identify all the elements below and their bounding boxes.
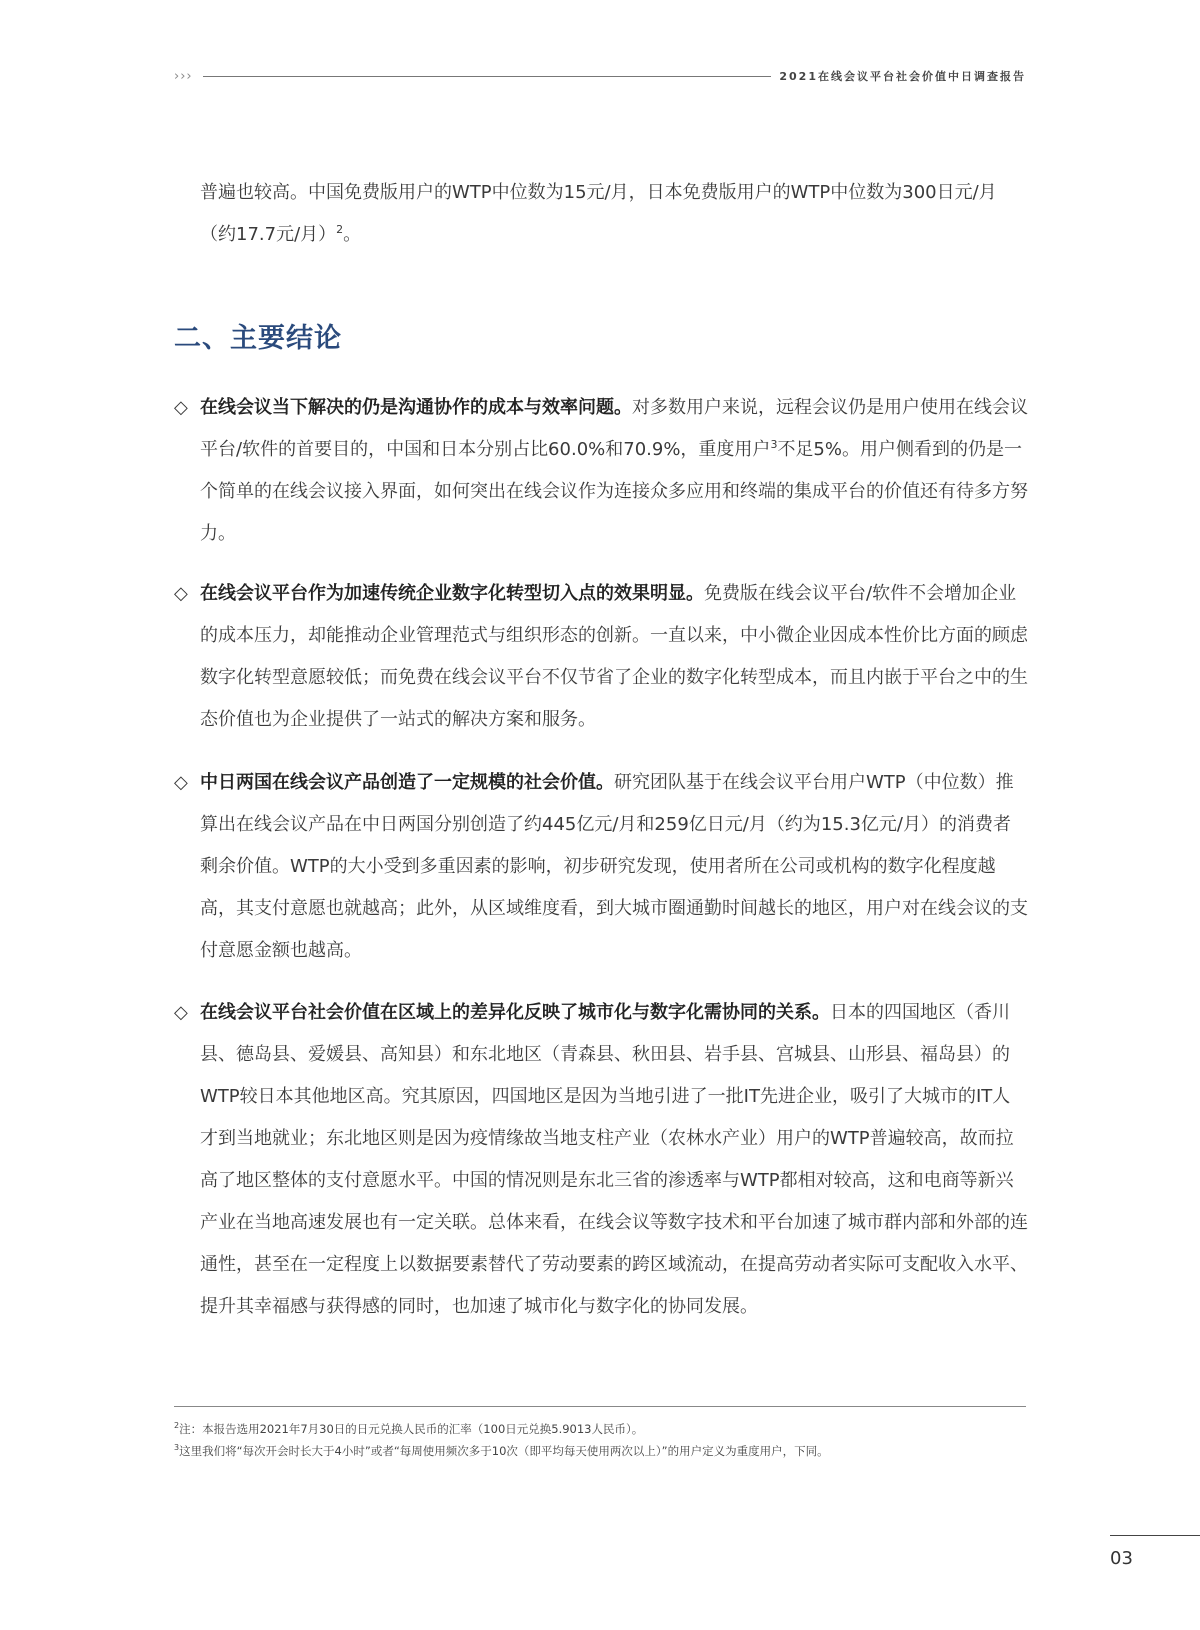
- intro-tail: 。: [343, 224, 362, 245]
- item-body: 免费版在线会议平台/软件不会增加企业的成本压力，却能推动企业管理范式与组织形态的创新。一直以来，中小微企业因成本性价比方面的顾虑数字化转型意愿较低；而免费在线会议平台不仅节省了企业的数字化转型成本，而且内嵌于平台之中的生态价值也为企业提供了一站式的解决方案和服务。: [200, 583, 1028, 730]
- item-lead: 在线会议当下解决的仍是沟通协作的成本与效率问题。: [200, 397, 632, 418]
- item-body: 研究团队基于在线会议平台用户WTP（中位数）推算出在线会议产品在中日两国分别创造了约445亿元/月和259亿日元/月（约为15.3亿元/月）的消费者剩余价值。WTP的大小受到多重因素的影响，初步研究发现，使用者所在公司或机构的数字化程度越高，其支付意愿也就越高；此外，从区域维度看，到大城市圈通勤时间越长的地区，用户对在线会议的支付意愿金额也越高。: [200, 772, 1028, 961]
- item-body: 对多数用户来说，远程会议仍是用户使用在线会议平台/软件的首要目的，中国和日本分别占比60.0%和70.9%，重度用户: [200, 397, 1028, 460]
- item-lead: 中日两国在线会议产品创造了一定规模的社会价值。: [200, 772, 614, 793]
- footnote-2: [174, 1418, 1034, 1440]
- section-title: 二、主要结论: [174, 323, 342, 354]
- running-header: [174, 66, 1026, 86]
- chevrons-icon: ›››: [174, 68, 193, 84]
- footnote-text: 这里我们将“每次开会时长大于4小时”或者“每周使用频次多于10次（即平均每天使用两次以上）”的用户定义为重度用户，下同。: [179, 1444, 829, 1458]
- diamond-bullet-icon: ◇: [174, 772, 188, 793]
- item-lead: 在线会议平台作为加速传统企业数字化转型切入点的效果明显。: [200, 583, 704, 604]
- intro-text: 普遍也较高。中国免费版用户的WTP中位数为15元/月，日本免费版用户的WTP中位数为300日元/月（约17.7元/月）: [200, 182, 997, 245]
- footnote-mark: 3: [174, 1443, 180, 1453]
- footnote-text: 注：本报告选用2021年7月30日的日元兑换人民币的汇率（100日元兑换5.9013人民币）。: [179, 1422, 644, 1436]
- footnote-ref-3[interactable]: 3: [770, 438, 778, 451]
- diamond-bullet-icon: ◇: [174, 397, 188, 418]
- page-number: 03: [1110, 1548, 1133, 1569]
- page-number-rule: [1110, 1535, 1200, 1536]
- footnote-ref-2[interactable]: 2: [336, 223, 344, 236]
- footnote-mark: 2: [174, 1421, 180, 1431]
- item-body: 日本的四国地区（香川县、德岛县、爱媛县、高知县）和东北地区（青森县、秋田县、岩手县、宫城县、山形县、福岛县）的WTP较日本其他地区高。究其原因，四国地区是因为当地引进了一批IT先进企业，吸引了大城市的IT人才到当地就业；东北地区则是因为疫情缘故当地支柱产业（农林水产业）用户的WTP普遍较高，故而拉高了地区整体的支付意愿水平。中国的情况则是东北三省的渗透率与WTP都相对较高，这和电商等新兴产业在当地高速发展也有一定关联。总体来看，在线会议等数字技术和平台加速了城市群内部和外部的连通性，甚至在一定程度上以数据要素替代了劳动要素的跨区域流动，在提高劳动者实际可支配收入水平、提升其幸福感与获得感的同时，也加速了城市化与数字化的协同发展。: [200, 1002, 1028, 1317]
- header-rule: [203, 76, 772, 77]
- diamond-bullet-icon: ◇: [174, 1002, 188, 1023]
- footnote-3: [174, 1440, 1034, 1462]
- diamond-bullet-icon: ◇: [174, 583, 188, 604]
- conclusion-item-4: [174, 992, 1034, 1328]
- conclusion-item-1: [174, 387, 1034, 555]
- intro-paragraph: [200, 172, 1025, 256]
- item-lead: 在线会议平台社会价值在区域上的差异化反映了城市化与数字化需协同的关系。: [200, 1002, 830, 1023]
- report-title: 2021在线会议平台社会价值中日调查报告: [779, 70, 1026, 83]
- footnotes: [174, 1418, 1034, 1462]
- footnote-divider: [174, 1406, 1026, 1407]
- item-body-continued: 不足5%。用户侧看到的仍是一个简单的在线会议接入界面，如何突出在线会议作为连接众多应用和终端的集成平台的价值还有待多方努力。: [200, 439, 1028, 544]
- conclusion-item-3: [174, 762, 1034, 972]
- conclusion-item-2: [174, 573, 1034, 741]
